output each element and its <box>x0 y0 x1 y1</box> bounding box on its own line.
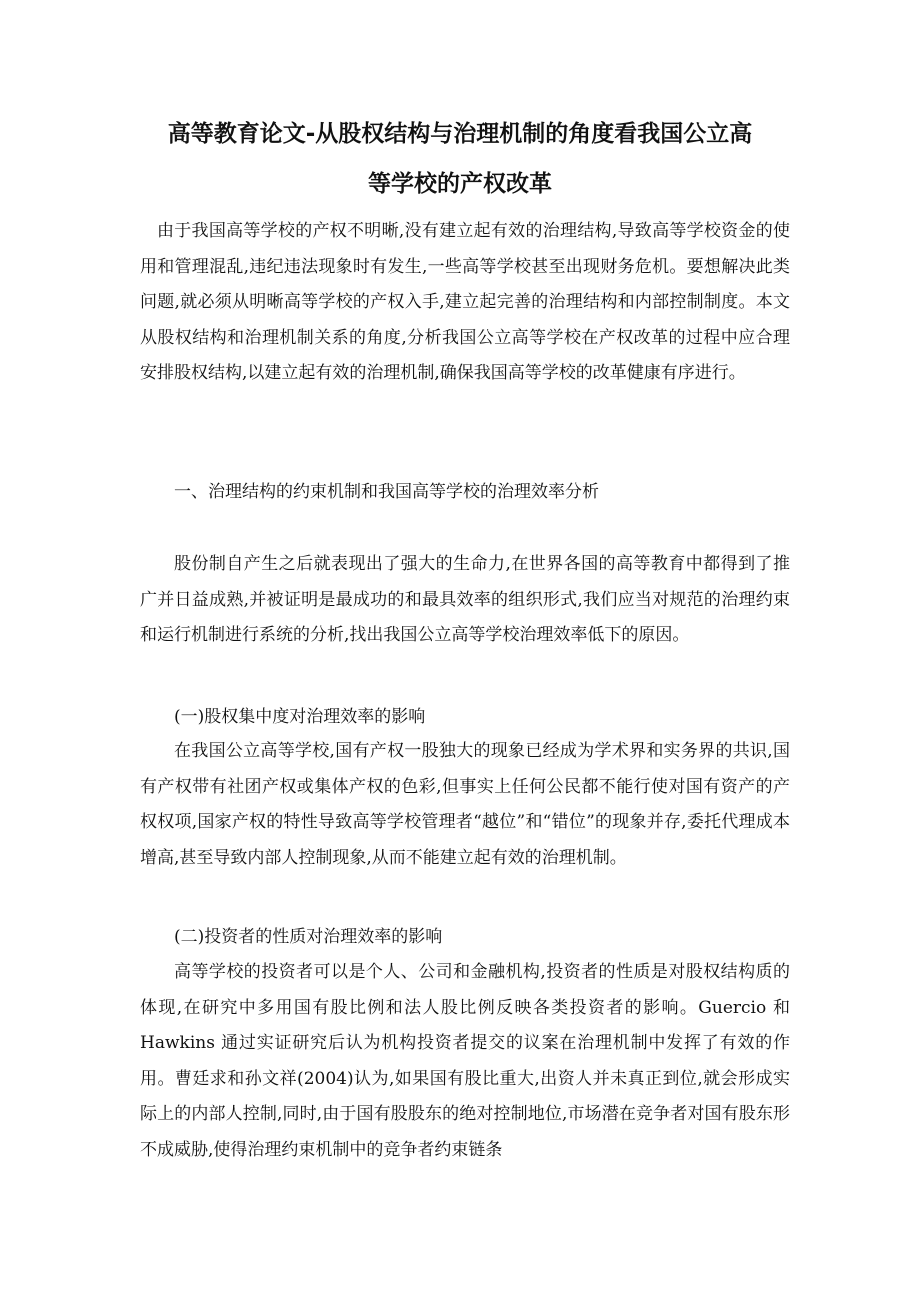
subsection-1-paragraph: 在我国公立高等学校,国有产权一股独大的现象已经成为学术界和实务界的共识,国有产权带有社团产权或集体产权的色彩,但事实上任何公民都不能行使对国有资产的产权权项,国家产权的特性导致高等学校管理者“越位”和“错位”的现象并存,委托代理成本增高,甚至导致内部人控制现象,从而不能建立起有效的治理机制。 <box>140 741 790 868</box>
subsection-2-paragraph: 高等学校的投资者可以是个人、公司和金融机构,投资者的性质是对股权结构质的体现,在研究中多用国有股比例和法人股比例反映各类投资者的影响。Guercio 和 Hawkins 通过实证研究后认为机构投资者提交的议案在治理机制中发挥了有效的作用。曹廷求和孙文祥(2004)认为,如果国有股比重大,出资人并未真正到位,就会形成实际上的内部人控制,同时,由于国有股股东的绝对控制地位,市场潜在竞争者对国有股东形不成威胁,使得治理约束机制中的竞争者约束链条 <box>140 962 790 1160</box>
subsection-2-heading: (二)投资者的性质对治理效率的影响 <box>174 927 443 947</box>
abstract-paragraph: 由于我国高等学校的产权不明晰,没有建立起有效的治理结构,导致高等学校资金的使用和管理混乱,违纪违法现象时有发生,一些高等学校甚至出现财务危机。要想解决此类问题,就必须从明晰高等学校的产权入手,建立起完善的治理结构和内部控制制度。本文从股权结构和治理机制关系的角度,分析我国公立高等学校在产权改革的过程中应合理安排股权结构,以建立起有效的治理机制,确保我国高等学校的改革健康有序进行。 <box>140 221 790 383</box>
section-1-heading: 一、治理结构的约束机制和我国高等学校的治理效率分析 <box>174 482 599 502</box>
section-1-paragraph: 股份制自产生之后就表现出了强大的生命力,在世界各国的高等教育中都得到了推广并日益成熟,并被证明是最成功的和最具效率的组织形式,我们应当对规范的治理约束和运行机制进行系统的分析,找出我国公立高等学校治理效率低下的原因。 <box>140 554 790 645</box>
subsection-1-heading: (一)股权集中度对治理效率的影响 <box>174 707 426 727</box>
document-title-line-2: 等学校的产权改革 <box>368 171 552 197</box>
document-title-line-1: 高等教育论文-从股权结构与治理机制的角度看我国公立高 <box>167 121 753 147</box>
